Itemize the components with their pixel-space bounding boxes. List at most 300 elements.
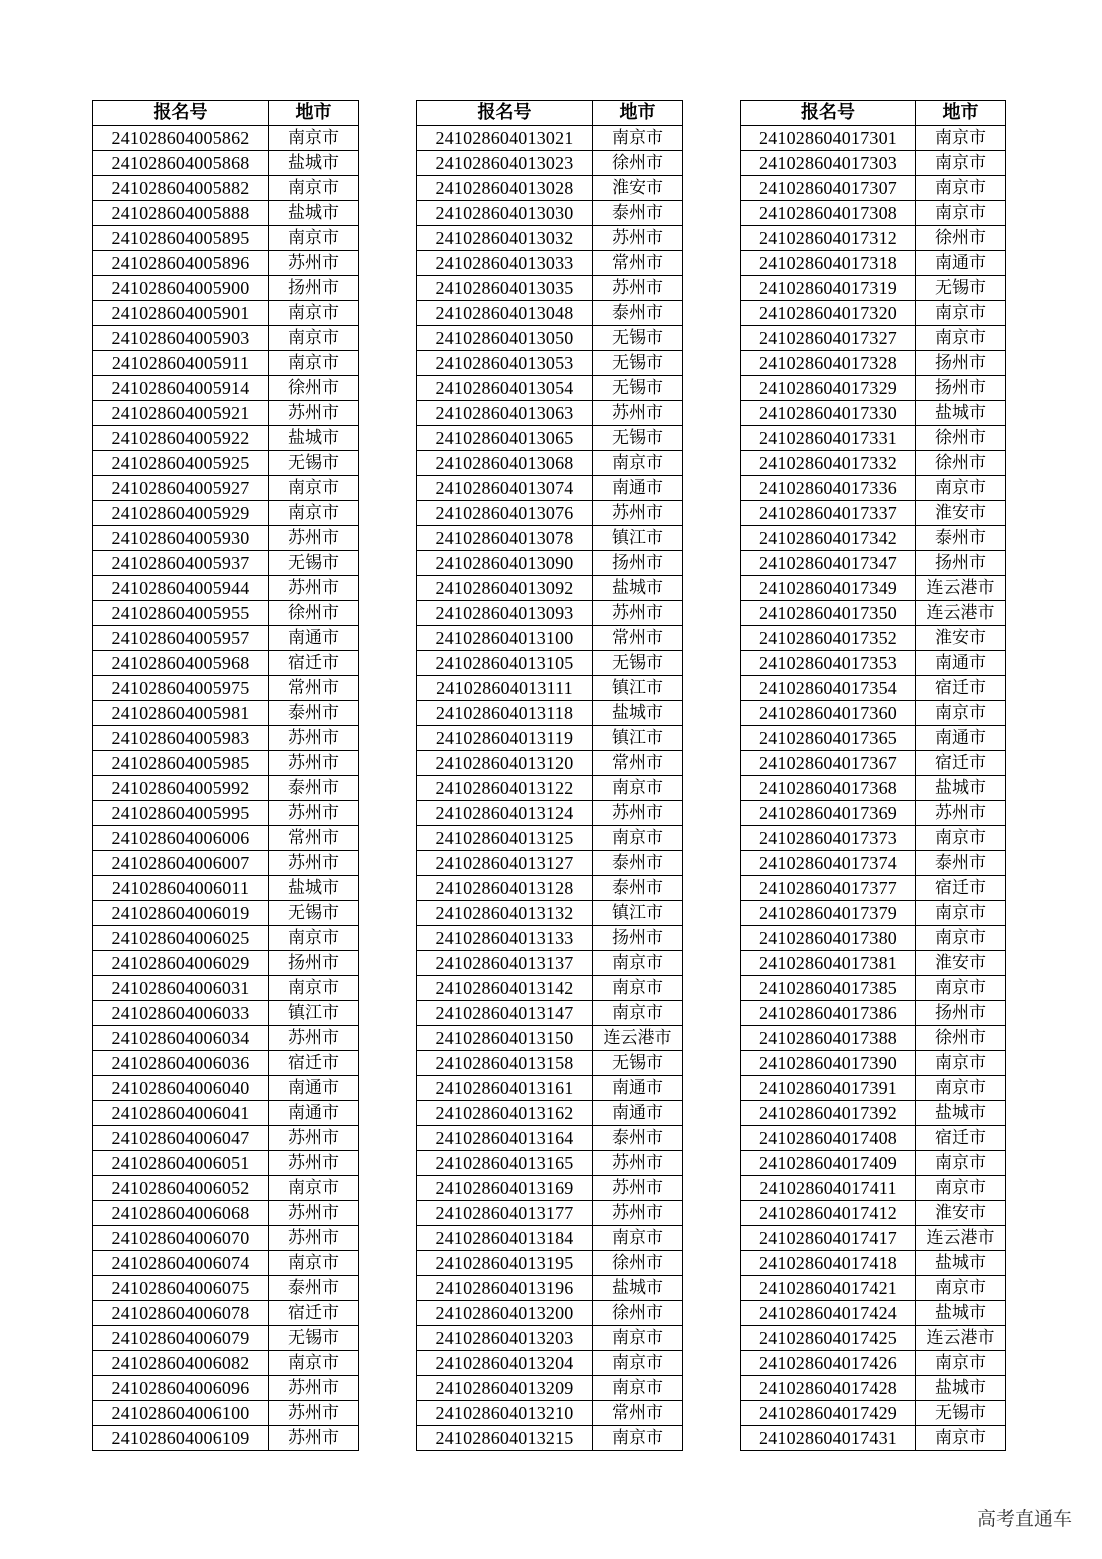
registration-number: 241028604017373	[741, 826, 916, 851]
city-name: 南通市	[593, 1076, 683, 1101]
registration-number: 241028604013137	[417, 951, 593, 976]
city-name: 徐州市	[916, 451, 1006, 476]
registration-number: 241028604005995	[93, 801, 269, 826]
table-row	[417, 276, 683, 301]
table-row	[417, 1026, 683, 1051]
table-row	[93, 1351, 359, 1376]
registration-number: 241028604017312	[741, 226, 916, 251]
table-row	[417, 551, 683, 576]
city-name: 无锡市	[593, 1051, 683, 1076]
city-name: 扬州市	[269, 951, 359, 976]
city-name: 南京市	[916, 476, 1006, 501]
registration-number: 241028604017425	[741, 1326, 916, 1351]
table-row	[417, 601, 683, 626]
city-name: 盐城市	[269, 201, 359, 226]
registration-number: 241028604006100	[93, 1401, 269, 1426]
registration-number: 241028604006041	[93, 1101, 269, 1126]
table-row	[741, 451, 1006, 476]
table-row	[417, 1176, 683, 1201]
city-name: 苏州市	[269, 1126, 359, 1151]
city-name: 南京市	[269, 926, 359, 951]
city-name: 淮安市	[916, 626, 1006, 651]
table-row	[93, 926, 359, 951]
city-name: 南京市	[916, 1276, 1006, 1301]
city-name: 南京市	[916, 701, 1006, 726]
registration-number: 241028604006019	[93, 901, 269, 926]
city-name: 泰州市	[593, 876, 683, 901]
table-row	[741, 176, 1006, 201]
registration-number: 241028604017377	[741, 876, 916, 901]
registration-number: 241028604017329	[741, 376, 916, 401]
city-name: 盐城市	[269, 426, 359, 451]
registration-number: 241028604017350	[741, 601, 916, 626]
city-name: 南京市	[593, 1426, 683, 1451]
table-row	[93, 1326, 359, 1351]
city-name: 南京市	[916, 826, 1006, 851]
registration-number: 241028604017369	[741, 801, 916, 826]
table-row	[741, 726, 1006, 751]
table-row	[93, 1251, 359, 1276]
table-row	[741, 676, 1006, 701]
city-name: 扬州市	[593, 926, 683, 951]
city-name: 泰州市	[593, 301, 683, 326]
table-row	[93, 876, 359, 901]
table-row	[93, 1301, 359, 1326]
city-name: 南京市	[269, 301, 359, 326]
registration-number: 241028604017408	[741, 1126, 916, 1151]
registration-number: 241028604013065	[417, 426, 593, 451]
registration-number: 241028604017349	[741, 576, 916, 601]
registration-number: 241028604005901	[93, 301, 269, 326]
city-name: 扬州市	[916, 376, 1006, 401]
city-name: 盐城市	[916, 1101, 1006, 1126]
registration-number: 241028604013068	[417, 451, 593, 476]
table-row	[741, 1126, 1006, 1151]
registration-number: 241028604017360	[741, 701, 916, 726]
city-name: 盐城市	[593, 576, 683, 601]
table-row	[741, 501, 1006, 526]
city-name: 盐城市	[916, 1301, 1006, 1326]
registration-number: 241028604017390	[741, 1051, 916, 1076]
table-row	[93, 976, 359, 1001]
registration-number: 241028604005921	[93, 401, 269, 426]
city-name: 淮安市	[916, 1201, 1006, 1226]
city-name: 宿迁市	[269, 1301, 359, 1326]
table-row	[417, 1351, 683, 1376]
registration-number: 241028604005882	[93, 176, 269, 201]
table-row	[417, 976, 683, 1001]
registration-number: 241028604006052	[93, 1176, 269, 1201]
table-row	[93, 1051, 359, 1076]
table-row	[93, 451, 359, 476]
city-name: 泰州市	[269, 1276, 359, 1301]
city-name: 南通市	[593, 476, 683, 501]
table-row	[93, 951, 359, 976]
city-name: 盐城市	[916, 1376, 1006, 1401]
registration-number: 241028604013053	[417, 351, 593, 376]
registration-number: 241028604005930	[93, 526, 269, 551]
registration-number: 241028604013074	[417, 476, 593, 501]
registration-number: 241028604017380	[741, 926, 916, 951]
city-name: 无锡市	[593, 376, 683, 401]
city-name: 无锡市	[593, 651, 683, 676]
registration-number: 241028604017330	[741, 401, 916, 426]
table-row	[417, 1076, 683, 1101]
table-row	[741, 826, 1006, 851]
registration-number: 241028604017409	[741, 1151, 916, 1176]
registration-number: 241028604017336	[741, 476, 916, 501]
table-row	[417, 751, 683, 776]
table-row	[741, 276, 1006, 301]
table-row	[741, 526, 1006, 551]
city-name: 无锡市	[269, 451, 359, 476]
registration-number: 241028604006033	[93, 1001, 269, 1026]
registration-number: 241028604017327	[741, 326, 916, 351]
registration-number: 241028604013127	[417, 851, 593, 876]
city-name: 常州市	[269, 676, 359, 701]
registration-number: 241028604017307	[741, 176, 916, 201]
city-name: 苏州市	[593, 1201, 683, 1226]
city-name: 泰州市	[916, 851, 1006, 876]
registration-number: 241028604013195	[417, 1251, 593, 1276]
registration-number: 241028604013210	[417, 1401, 593, 1426]
header-city: 地市	[593, 101, 683, 126]
city-name: 徐州市	[916, 226, 1006, 251]
table-row	[417, 701, 683, 726]
table-row	[93, 201, 359, 226]
table-row	[417, 351, 683, 376]
city-name: 宿迁市	[269, 651, 359, 676]
table-row	[93, 1026, 359, 1051]
registration-number: 241028604006031	[93, 976, 269, 1001]
city-name: 盐城市	[269, 151, 359, 176]
table-row	[417, 801, 683, 826]
table-row	[417, 776, 683, 801]
table-row	[741, 376, 1006, 401]
city-name: 南京市	[593, 1376, 683, 1401]
city-name: 南京市	[269, 176, 359, 201]
registration-number: 241028604005975	[93, 676, 269, 701]
city-name: 苏州市	[593, 401, 683, 426]
registration-number: 241028604013128	[417, 876, 593, 901]
city-name: 连云港市	[916, 1326, 1006, 1351]
city-name: 连云港市	[916, 601, 1006, 626]
city-name: 无锡市	[269, 551, 359, 576]
registration-number: 241028604017354	[741, 676, 916, 701]
city-name: 宿迁市	[916, 676, 1006, 701]
registration-number: 241028604017391	[741, 1076, 916, 1101]
city-name: 盐城市	[593, 1276, 683, 1301]
city-name: 南京市	[916, 151, 1006, 176]
city-name: 扬州市	[269, 276, 359, 301]
city-name: 南京市	[593, 951, 683, 976]
city-name: 南京市	[269, 501, 359, 526]
city-name: 无锡市	[269, 901, 359, 926]
table-row	[93, 1201, 359, 1226]
header-city: 地市	[916, 101, 1006, 126]
registration-number: 241028604017319	[741, 276, 916, 301]
registration-number: 241028604005937	[93, 551, 269, 576]
registration-number: 241028604013132	[417, 901, 593, 926]
city-name: 淮安市	[593, 176, 683, 201]
city-name: 徐州市	[916, 426, 1006, 451]
city-name: 无锡市	[269, 1326, 359, 1351]
table-row	[93, 401, 359, 426]
table-row	[741, 1251, 1006, 1276]
registration-number: 241028604017379	[741, 901, 916, 926]
table-row	[741, 301, 1006, 326]
registration-number: 241028604017429	[741, 1401, 916, 1426]
registration-number: 241028604013133	[417, 926, 593, 951]
city-name: 苏州市	[269, 1201, 359, 1226]
city-name: 盐城市	[593, 701, 683, 726]
registration-number: 241028604006082	[93, 1351, 269, 1376]
city-name: 徐州市	[593, 1301, 683, 1326]
registration-number: 241028604017342	[741, 526, 916, 551]
table-row	[417, 1226, 683, 1251]
registration-number: 241028604017353	[741, 651, 916, 676]
registration-number: 241028604017318	[741, 251, 916, 276]
city-name: 宿迁市	[269, 1051, 359, 1076]
table-row	[417, 951, 683, 976]
table-row	[741, 226, 1006, 251]
registration-number: 241028604013090	[417, 551, 593, 576]
table-row	[93, 476, 359, 501]
city-name: 常州市	[269, 826, 359, 851]
registration-number: 241028604017386	[741, 1001, 916, 1026]
city-name: 苏州市	[269, 1376, 359, 1401]
table-row	[417, 851, 683, 876]
registration-number: 241028604013147	[417, 1001, 593, 1026]
registration-number: 241028604017417	[741, 1226, 916, 1251]
city-name: 苏州市	[269, 1151, 359, 1176]
table-row	[741, 776, 1006, 801]
table-row	[93, 701, 359, 726]
city-name: 宿迁市	[916, 876, 1006, 901]
registration-number: 241028604005925	[93, 451, 269, 476]
registration-number: 241028604013169	[417, 1176, 593, 1201]
city-name: 南京市	[916, 926, 1006, 951]
city-name: 南通市	[593, 1101, 683, 1126]
city-name: 扬州市	[916, 1001, 1006, 1026]
city-name: 南京市	[269, 476, 359, 501]
registration-number: 241028604006075	[93, 1276, 269, 1301]
table-row	[741, 1226, 1006, 1251]
city-name: 泰州市	[593, 851, 683, 876]
city-name: 连云港市	[916, 576, 1006, 601]
city-name: 镇江市	[593, 676, 683, 701]
city-name: 苏州市	[593, 801, 683, 826]
city-name: 苏州市	[269, 1426, 359, 1451]
registration-number: 241028604005992	[93, 776, 269, 801]
registration-number: 241028604013063	[417, 401, 593, 426]
table-row	[417, 326, 683, 351]
city-name: 南京市	[593, 826, 683, 851]
table-row	[93, 126, 359, 151]
city-name: 镇江市	[593, 901, 683, 926]
table-row	[93, 776, 359, 801]
table-row	[93, 1426, 359, 1451]
city-name: 扬州市	[593, 551, 683, 576]
table-row	[417, 476, 683, 501]
city-name: 南京市	[593, 126, 683, 151]
city-name: 苏州市	[593, 276, 683, 301]
city-name: 南京市	[593, 451, 683, 476]
table-row	[93, 1176, 359, 1201]
table-row	[741, 951, 1006, 976]
registration-number: 241028604013203	[417, 1326, 593, 1351]
city-name: 常州市	[593, 626, 683, 651]
city-name: 苏州市	[593, 226, 683, 251]
registration-number: 241028604006036	[93, 1051, 269, 1076]
registration-number: 241028604017301	[741, 126, 916, 151]
city-name: 苏州市	[593, 601, 683, 626]
registration-number: 241028604013119	[417, 726, 593, 751]
city-name: 常州市	[593, 1401, 683, 1426]
city-name: 南京市	[269, 1176, 359, 1201]
city-name: 南京市	[916, 1176, 1006, 1201]
city-name: 苏州市	[269, 576, 359, 601]
registration-number: 241028604013092	[417, 576, 593, 601]
city-name: 南通市	[269, 626, 359, 651]
registration-number: 241028604005911	[93, 351, 269, 376]
city-name: 南京市	[916, 326, 1006, 351]
city-name: 南京市	[916, 901, 1006, 926]
registration-number: 241028604005888	[93, 201, 269, 226]
table-row	[741, 1001, 1006, 1026]
table-row	[741, 126, 1006, 151]
registration-number: 241028604006068	[93, 1201, 269, 1226]
city-name: 苏州市	[269, 1026, 359, 1051]
table-row	[417, 151, 683, 176]
registration-number: 241028604006109	[93, 1426, 269, 1451]
registration-number: 241028604017328	[741, 351, 916, 376]
city-name: 南京市	[269, 126, 359, 151]
registration-number: 241028604006006	[93, 826, 269, 851]
registration-number: 241028604006079	[93, 1326, 269, 1351]
registration-number: 241028604013100	[417, 626, 593, 651]
table-row	[417, 401, 683, 426]
table-row	[417, 501, 683, 526]
registration-number: 241028604017431	[741, 1426, 916, 1451]
city-name: 宿迁市	[916, 1126, 1006, 1151]
table-row	[741, 351, 1006, 376]
registration-number: 241028604013196	[417, 1276, 593, 1301]
city-name: 南通市	[916, 726, 1006, 751]
registration-number: 241028604013125	[417, 826, 593, 851]
registration-number: 241028604017392	[741, 1101, 916, 1126]
city-name: 泰州市	[593, 1126, 683, 1151]
registration-number: 241028604017368	[741, 776, 916, 801]
city-name: 盐城市	[916, 401, 1006, 426]
header-id: 报名号	[741, 101, 916, 126]
registration-number: 241028604017411	[741, 1176, 916, 1201]
registration-number: 241028604013028	[417, 176, 593, 201]
registration-number: 241028604006047	[93, 1126, 269, 1151]
table-row	[417, 251, 683, 276]
table-row	[93, 1076, 359, 1101]
registration-number: 241028604017426	[741, 1351, 916, 1376]
table-row	[417, 826, 683, 851]
registration-number: 241028604013032	[417, 226, 593, 251]
city-name: 苏州市	[593, 1176, 683, 1201]
table-row	[741, 251, 1006, 276]
registration-number: 241028604006040	[93, 1076, 269, 1101]
registration-number: 241028604006029	[93, 951, 269, 976]
table-row	[417, 376, 683, 401]
table-row	[417, 1101, 683, 1126]
table-row	[741, 1276, 1006, 1301]
city-name: 南京市	[593, 776, 683, 801]
table-row	[93, 1276, 359, 1301]
table-row	[93, 1151, 359, 1176]
city-name: 连云港市	[593, 1026, 683, 1051]
table-row	[741, 1326, 1006, 1351]
table-row	[741, 701, 1006, 726]
city-name: 南京市	[269, 1251, 359, 1276]
city-name: 南京市	[916, 976, 1006, 1001]
table-row	[93, 351, 359, 376]
table-row	[93, 676, 359, 701]
city-name: 苏州市	[269, 726, 359, 751]
registration-table-1	[92, 100, 359, 1451]
table-row	[741, 326, 1006, 351]
table-row	[93, 751, 359, 776]
registration-number: 241028604006011	[93, 876, 269, 901]
registration-number: 241028604017381	[741, 951, 916, 976]
table-row	[741, 926, 1006, 951]
registration-table-2	[416, 100, 683, 1451]
table-row	[417, 1326, 683, 1351]
registration-number: 241028604013165	[417, 1151, 593, 1176]
table-row	[93, 726, 359, 751]
registration-number: 241028604006074	[93, 1251, 269, 1276]
registration-number: 241028604013184	[417, 1226, 593, 1251]
city-name: 无锡市	[916, 276, 1006, 301]
table-row	[417, 301, 683, 326]
city-name: 苏州市	[269, 1226, 359, 1251]
table-row	[93, 276, 359, 301]
table-row	[741, 801, 1006, 826]
table-row	[417, 1151, 683, 1176]
registration-number: 241028604017388	[741, 1026, 916, 1051]
registration-number: 241028604013162	[417, 1101, 593, 1126]
table-row	[417, 226, 683, 251]
city-name: 徐州市	[593, 1251, 683, 1276]
table-row	[93, 801, 359, 826]
city-name: 苏州市	[593, 1151, 683, 1176]
registration-number: 241028604006025	[93, 926, 269, 951]
registration-number: 241028604013054	[417, 376, 593, 401]
city-name: 南京市	[593, 976, 683, 1001]
table-row	[741, 1376, 1006, 1401]
table-row	[417, 1126, 683, 1151]
table-row	[741, 576, 1006, 601]
table-row	[417, 626, 683, 651]
city-name: 镇江市	[593, 526, 683, 551]
table-row	[741, 601, 1006, 626]
table-row	[93, 226, 359, 251]
city-name: 苏州市	[269, 251, 359, 276]
table-row	[417, 926, 683, 951]
registration-number: 241028604013161	[417, 1076, 593, 1101]
registration-number: 241028604013122	[417, 776, 593, 801]
table-row	[741, 1026, 1006, 1051]
city-name: 南京市	[593, 1326, 683, 1351]
table-row	[741, 1301, 1006, 1326]
table-row	[93, 1126, 359, 1151]
city-name: 南京市	[593, 1351, 683, 1376]
